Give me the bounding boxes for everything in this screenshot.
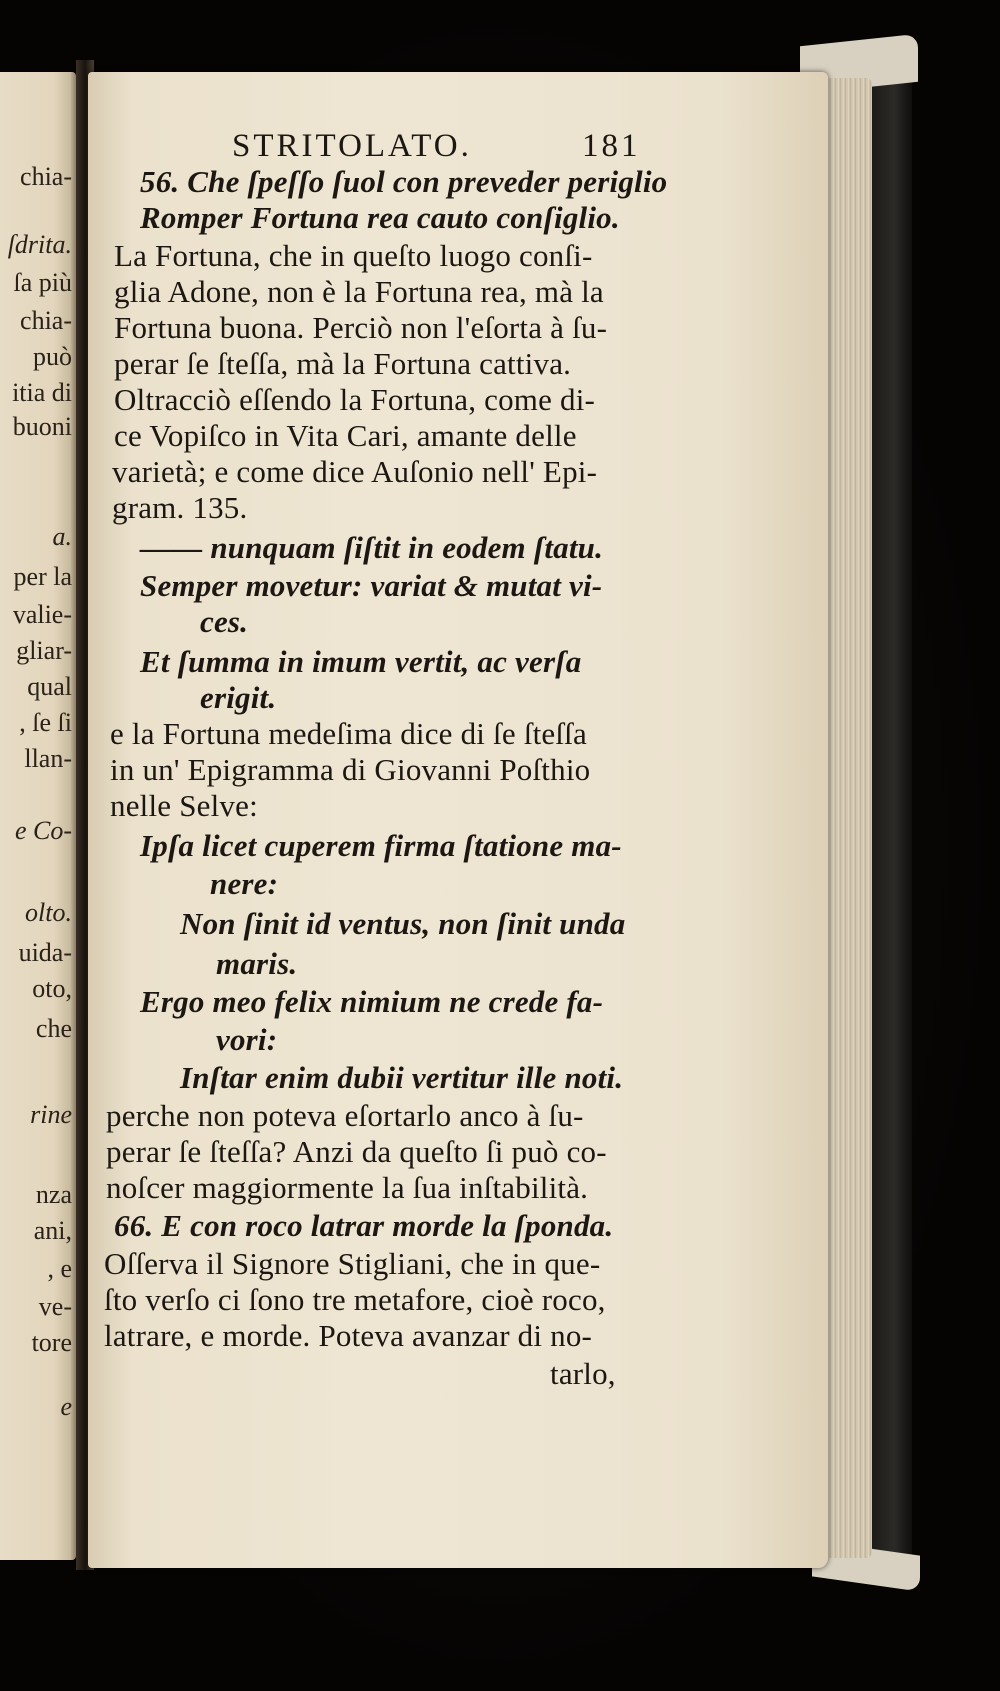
left-page-fragment: a. [52,522,72,551]
text-line: glia Adone, non è la Fortuna rea, mà la [114,274,604,309]
text-line: ce Vopiſco in Vita Cari, amante delle [114,418,577,453]
left-page-fragment: ſdrita. [7,230,72,259]
left-page-fragment: tore [31,1328,72,1357]
text-line: perar ſe ſteſſa, mà la Fortuna cattiva. [114,346,572,381]
left-page-fragment: itia di [12,378,72,407]
text-line: Fortuna buona. Perciò non l'eſorta à ſu- [114,310,608,345]
text-line: Semper movetur: variat & mutat vi- [140,568,603,603]
text-line: Oltracciò eſſendo la Fortuna, come di- [114,382,596,417]
text-line: perar ſe ſteſſa? Anzi da queſto ſi può co- [106,1134,607,1169]
text-line: 56. Che ſpeſſo ſuol con preveder periglio [140,164,668,199]
left-page-fragment: uida- [18,938,72,967]
book-cover [868,60,912,1570]
text-line: Non ſinit id ventus, non ſinit unda [180,906,626,941]
text-line: nelle Selve: [110,788,258,823]
left-page-fragment: oto, [32,974,72,1003]
text-line: 66. E con roco latrar morde la ſponda. [114,1208,614,1243]
text-line: nere: [210,866,279,901]
left-page-fragment: qual [27,672,72,701]
text-line: Et ſumma in imum vertit, ac verſa [140,644,582,679]
text-line: Inſtar enim dubii vertitur ille noti. [180,1060,624,1095]
left-page-fragment: buoni [12,412,72,441]
left-page-fragment: nza [35,1180,72,1209]
left-page-fragment: ſa più [13,268,72,297]
text-line: Ergo meo felix nimium ne crede fa- [140,984,604,1019]
left-page-fragment: chia- [20,306,72,335]
text-line: maris. [216,946,298,981]
text-line: latrare, e morde. Poteva avanzar di no- [104,1318,593,1353]
left-page-fragment: valie- [12,600,72,629]
left-page-fragment: , ſe ſi [19,708,72,737]
left-facing-page [0,72,76,1560]
text-line: La Fortuna, che in queſto luogo conſi- [114,238,593,273]
text-line: e la Fortuna medeſima dice di ſe ſteſſa [110,716,587,751]
text-line: varietà; e come dice Auſonio nell' Epi- [112,454,598,489]
text-line: erigit. [200,680,277,715]
text-line: Ipſa licet cuperem firma ſtatione ma- [140,828,622,863]
text-line: —— nunquam ſiſtit in eodem ſtatu. [140,530,604,565]
text-line: noſcer maggiormente la ſua inſtabilità. [106,1170,589,1205]
left-page-fragment: gliar- [16,636,72,665]
left-page-fragment: e Co- [14,816,72,845]
text-line: in un' Epigramma di Giovanni Poſthio [110,752,591,787]
left-page-fragment: olto. [25,898,72,927]
left-page-fragment: ani, [33,1216,72,1245]
text-line: vori: [216,1022,278,1057]
left-page-fragment: per la [13,562,72,591]
text-line: ſto verſo ci ſono tre metafore, cioè roco, [104,1282,606,1317]
text-line: Romper Fortuna rea cauto conſiglio. [140,200,620,235]
left-page-fragment: , e [47,1254,72,1283]
text-line: Oſſerva il Signore Stigliani, che in que- [104,1246,601,1281]
left-page-fragment: chia- [20,162,72,191]
catchword: tarlo, [550,1356,616,1391]
left-page-fragment: e [60,1392,72,1421]
text-line: gram. 135. [112,490,248,525]
left-page-fragment: che [35,1014,72,1043]
left-page-fragment: ve- [38,1292,72,1321]
running-head: STRITOLATO. [232,128,472,164]
left-page-fragment: rine [30,1100,72,1129]
page-number: 181 [582,128,641,164]
text-line: perche non poteva eſortarlo anco à ſu- [106,1098,584,1133]
left-page-fragment: può [33,342,72,371]
left-page-fragment: llan- [24,744,72,773]
text-line: ces. [200,604,249,639]
